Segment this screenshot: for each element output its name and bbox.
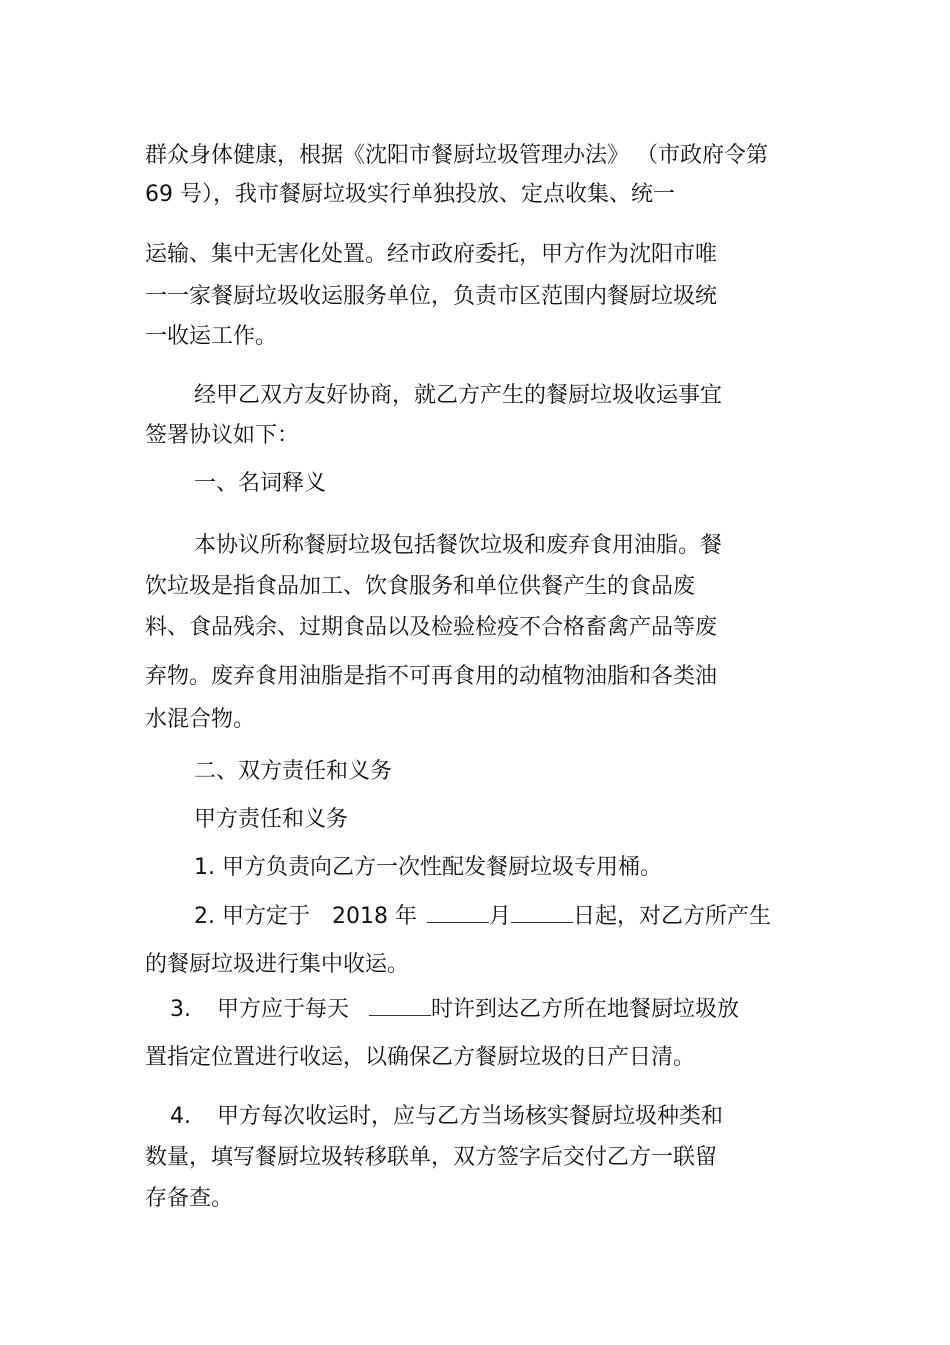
paragraph-line: 水混合物。 (145, 707, 256, 732)
year-text: 2018 年 (331, 904, 417, 929)
list-item: 1. 甲方负责向乙方一次性配发餐厨垃圾专用桶。 (194, 855, 662, 880)
section-heading: 一、名词释义 (194, 471, 327, 496)
paragraph-line: 本协议所称餐厨垃圾包括餐饮垃圾和废弃食用油脂。餐 (194, 533, 723, 558)
time-blank (369, 993, 431, 1016)
month-blank (427, 900, 489, 923)
paragraph-line: 数量，填写餐厨垃圾转移联单，双方签字后交付乙方一联留 (145, 1145, 718, 1170)
paragraph-line: 弃物。废弃食用油脂是指不可再食用的动植物油脂和各类油 (145, 664, 718, 689)
paragraph-line: 一一家餐厨垃圾收运服务单位，负责市区范围内餐厨垃圾统 (145, 284, 718, 309)
paragraph-line: 69 号），我市餐厨垃圾实行单独投放、定点收集、统一 (145, 182, 675, 207)
paragraph-line: 的餐厨垃圾进行集中收运。 (145, 952, 410, 977)
list-item-text: 2. 甲方定于 (194, 904, 310, 929)
paragraph-line: 经甲乙双方友好协商，就乙方产生的餐厨垃圾收运事宜 (194, 383, 723, 408)
list-item-text: 日起，对乙方所产生 (572, 904, 771, 929)
paragraph-line: 一收运工作。 (145, 324, 278, 349)
day-blank (511, 900, 573, 923)
list-number: 4. (170, 1104, 191, 1129)
subsection-heading: 甲方责任和义务 (194, 807, 349, 832)
list-item (170, 1102, 723, 1132)
list-item (170, 993, 739, 1025)
list-item-text: 时许到达乙方所在地餐厨垃圾放 (431, 997, 740, 1022)
month-label: 月 (488, 904, 511, 929)
list-number: 3. (170, 997, 191, 1022)
paragraph-line: 料、食品残余、过期食品以及检验检疫不合格畜禽产品等废 (145, 615, 718, 640)
list-item-text: 甲方每次收运时，应与乙方当场核实餐厨垃圾种类和 (217, 1104, 724, 1129)
paragraph-line: 置指定位置进行收运，以确保乙方餐厨垃圾的日产日清。 (145, 1045, 696, 1070)
paragraph-line: 群众身体健康，根据《沈阳市餐厨垃圾管理办法》 （市政府令第 (145, 143, 768, 168)
paragraph-line: 运输、集中无害化处置。经市政府委托，甲方作为沈阳市唯 (145, 242, 718, 267)
paragraph-line: 签署协议如下： (145, 423, 300, 448)
paragraph-line: 存备查。 (145, 1186, 234, 1211)
section-heading: 二、双方责任和义务 (194, 759, 393, 784)
list-item (194, 900, 771, 932)
list-item-text: 甲方应于每天 (217, 997, 350, 1022)
paragraph-line: 饮垃圾是指食品加工、饮食服务和单位供餐产生的食品废 (145, 574, 696, 599)
